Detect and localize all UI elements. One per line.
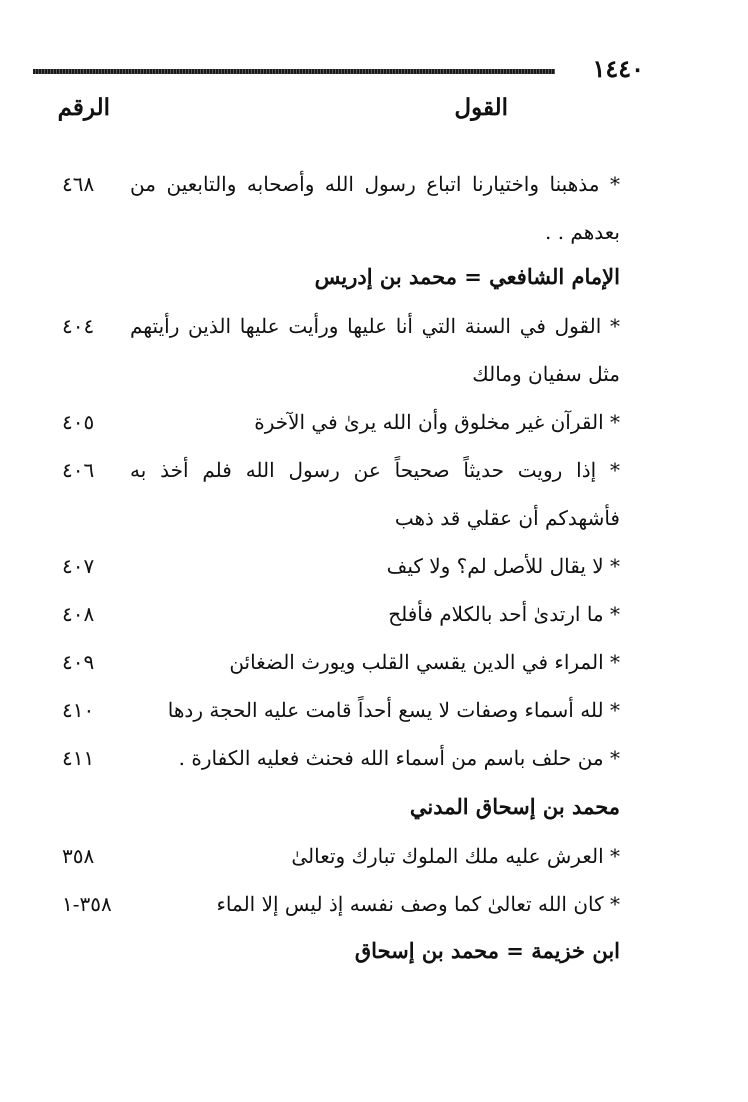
entry-number: ٤١١: [62, 746, 95, 770]
entry-number: ٤٦٨: [62, 172, 95, 196]
entry-text-line: * العرش عليه ملك الملوك تبارك وتعالىٰ: [291, 844, 620, 868]
entry-text-line: * لله أسماء وصفات لا يسع أحداً قامت عليه الحجة ردها: [167, 698, 620, 722]
entry-number: ٤٠٧: [62, 554, 95, 578]
column-header-number: الرقم: [57, 94, 110, 121]
section-heading: ابن خزيمة = محمد بن إسحاق: [354, 938, 620, 963]
entry-text-line: * القول في السنة التي أنا عليها ورأيت عليها الذين رأيتهم: [130, 314, 620, 338]
entry-number: ٣٥٨-١: [62, 892, 112, 916]
entry-text-line: بعدهم . .: [545, 220, 620, 244]
section-heading: محمد بن إسحاق المدني: [409, 794, 620, 819]
entry-text-line: * كان الله تعالىٰ كما وصف نفسه إذ ليس إلا الماء: [216, 892, 620, 916]
entry-number: ٤٠٨: [62, 602, 95, 626]
header-rule: [33, 69, 555, 74]
entry-text-line: * من حلف باسم من أسماء الله فحنث فعليه الكفارة .: [178, 746, 620, 770]
entry-text-line: * ما ارتدىٰ أحد بالكلام فأفلح: [388, 602, 620, 626]
section-heading: الإمام الشافعي = محمد بن إدريس: [314, 264, 620, 289]
entry-text-line: * المراء في الدين يقسي القلب ويورث الضغائن: [229, 650, 620, 674]
entry-number: ٤٠٤: [62, 314, 95, 338]
entry-number: ٤٠٩: [62, 650, 95, 674]
entry-number: ٣٥٨: [62, 844, 95, 868]
entry-text-line: فأشهدكم أن عقلي قد ذهب: [394, 506, 620, 530]
entry-text-line: * إذا رويت حديثاً صحيحاً عن رسول الله فلم أخذ به: [130, 458, 620, 482]
entry-number: ٤٠٥: [62, 410, 95, 434]
page-number: ١٤٤٠: [592, 54, 644, 83]
entry-text-line: مثل سفيان ومالك: [472, 362, 620, 386]
entry-number: ٤١٠: [62, 698, 95, 722]
column-header-saying: القول: [454, 94, 508, 121]
entry-number: ٤٠٦: [62, 458, 95, 482]
entry-text-line: * مذهبنا واختيارنا اتباع رسول الله وأصحابه والتابعين من: [130, 172, 620, 196]
entry-text-line: * القرآن غير مخلوق وأن الله يرىٰ في الآخرة: [254, 410, 620, 434]
entry-text-line: * لا يقال للأصل لم؟ ولا كيف: [386, 554, 620, 578]
